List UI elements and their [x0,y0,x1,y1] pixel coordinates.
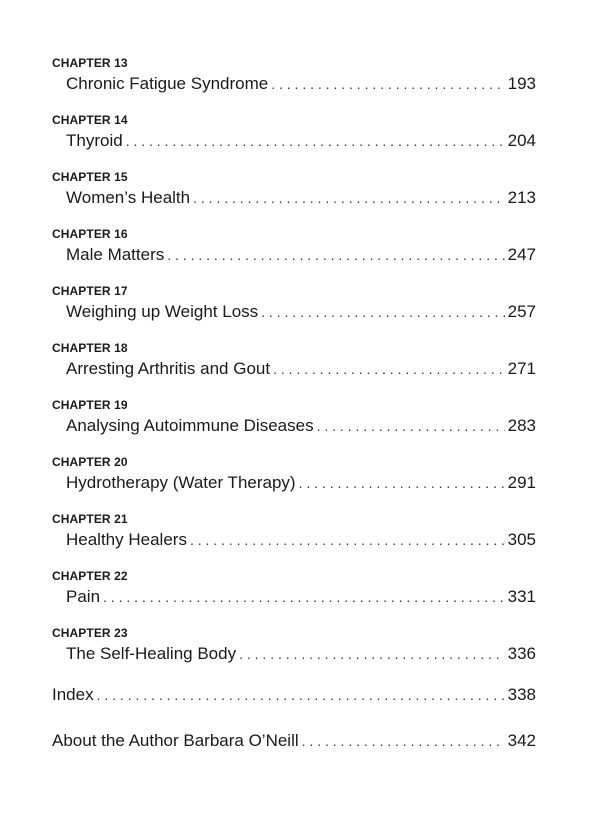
chapter-label: CHAPTER 14 [52,113,128,127]
chapter-label: CHAPTER 18 [52,341,128,355]
entry-title: About the Author Barbara O’Neill [52,731,299,750]
entry-title: Pain [66,587,101,606]
page-number: 305 [507,530,536,549]
chapter-entry [52,454,536,496]
entry-title: Arresting Arthritis and Gout [66,359,271,378]
entry-title: Analysing Autoimmune Diseases [66,416,314,435]
toc-entry [52,527,536,553]
entry-title: Healthy Healers [66,530,187,549]
chapter-entry [52,55,536,97]
chapter-label: CHAPTER 16 [52,227,128,241]
toc-entry [52,299,536,325]
dot-leader [167,242,504,268]
page-number: 338 [507,685,536,704]
dot-leader [126,128,505,154]
page-number: 247 [507,245,536,264]
entry-title: Male Matters [66,245,165,264]
dot-leader [271,71,504,97]
chapter-label: CHAPTER 21 [52,512,128,526]
page-number: 331 [507,587,536,606]
dot-leader [299,470,505,496]
toc-entry [52,470,536,496]
dot-leader [261,299,504,325]
chapter-list [52,55,536,667]
entry-title: Women’s Health [66,188,191,207]
back-matter-entry [52,728,536,754]
chapter-entry [52,397,536,439]
entry-title: Weighing up Weight Loss [66,302,259,321]
chapter-entry [52,511,536,553]
chapter-label: CHAPTER 20 [52,455,128,469]
page-number: 291 [507,473,536,492]
dot-leader [193,185,505,211]
dot-leader [190,527,505,553]
entry-title: Thyroid [66,131,123,150]
chapter-entry [52,283,536,325]
page-number: 336 [507,644,536,663]
back-matter-entry [52,682,536,708]
chapter-label: CHAPTER 19 [52,398,128,412]
toc-entry [52,71,536,97]
toc-entry [52,413,536,439]
toc-entry [52,641,536,667]
chapter-entry [52,340,536,382]
chapter-entry [52,226,536,268]
chapter-entry [52,169,536,211]
dot-leader [273,356,505,382]
chapter-label: CHAPTER 13 [52,56,128,70]
chapter-entry [52,112,536,154]
chapter-entry [52,625,536,667]
page-number: 283 [507,416,536,435]
toc-entry [52,185,536,211]
chapter-label: CHAPTER 23 [52,626,128,640]
toc-entry [52,356,536,382]
entry-title: The Self-Healing Body [66,644,237,663]
toc-entry [52,242,536,268]
page-number: 213 [507,188,536,207]
dot-leader [239,641,505,667]
entry-title: Chronic Fatigue Syndrome [66,74,269,93]
entry-title: Index [52,685,94,704]
page-number: 271 [507,359,536,378]
toc-entry [52,584,536,610]
entry-title: Hydrotherapy (Water Therapy) [66,473,296,492]
dot-leader [317,413,505,439]
back-matter-list [52,682,536,754]
chapter-label: CHAPTER 22 [52,569,128,583]
dot-leader [97,682,505,708]
chapter-label: CHAPTER 17 [52,284,128,298]
page-number: 204 [507,131,536,150]
page-number: 257 [507,302,536,321]
dot-leader [302,728,505,754]
toc-entry [52,128,536,154]
page-number: 342 [507,731,536,750]
dot-leader [103,584,505,610]
chapter-entry [52,568,536,610]
chapter-label: CHAPTER 15 [52,170,128,184]
page-number: 193 [507,74,536,93]
